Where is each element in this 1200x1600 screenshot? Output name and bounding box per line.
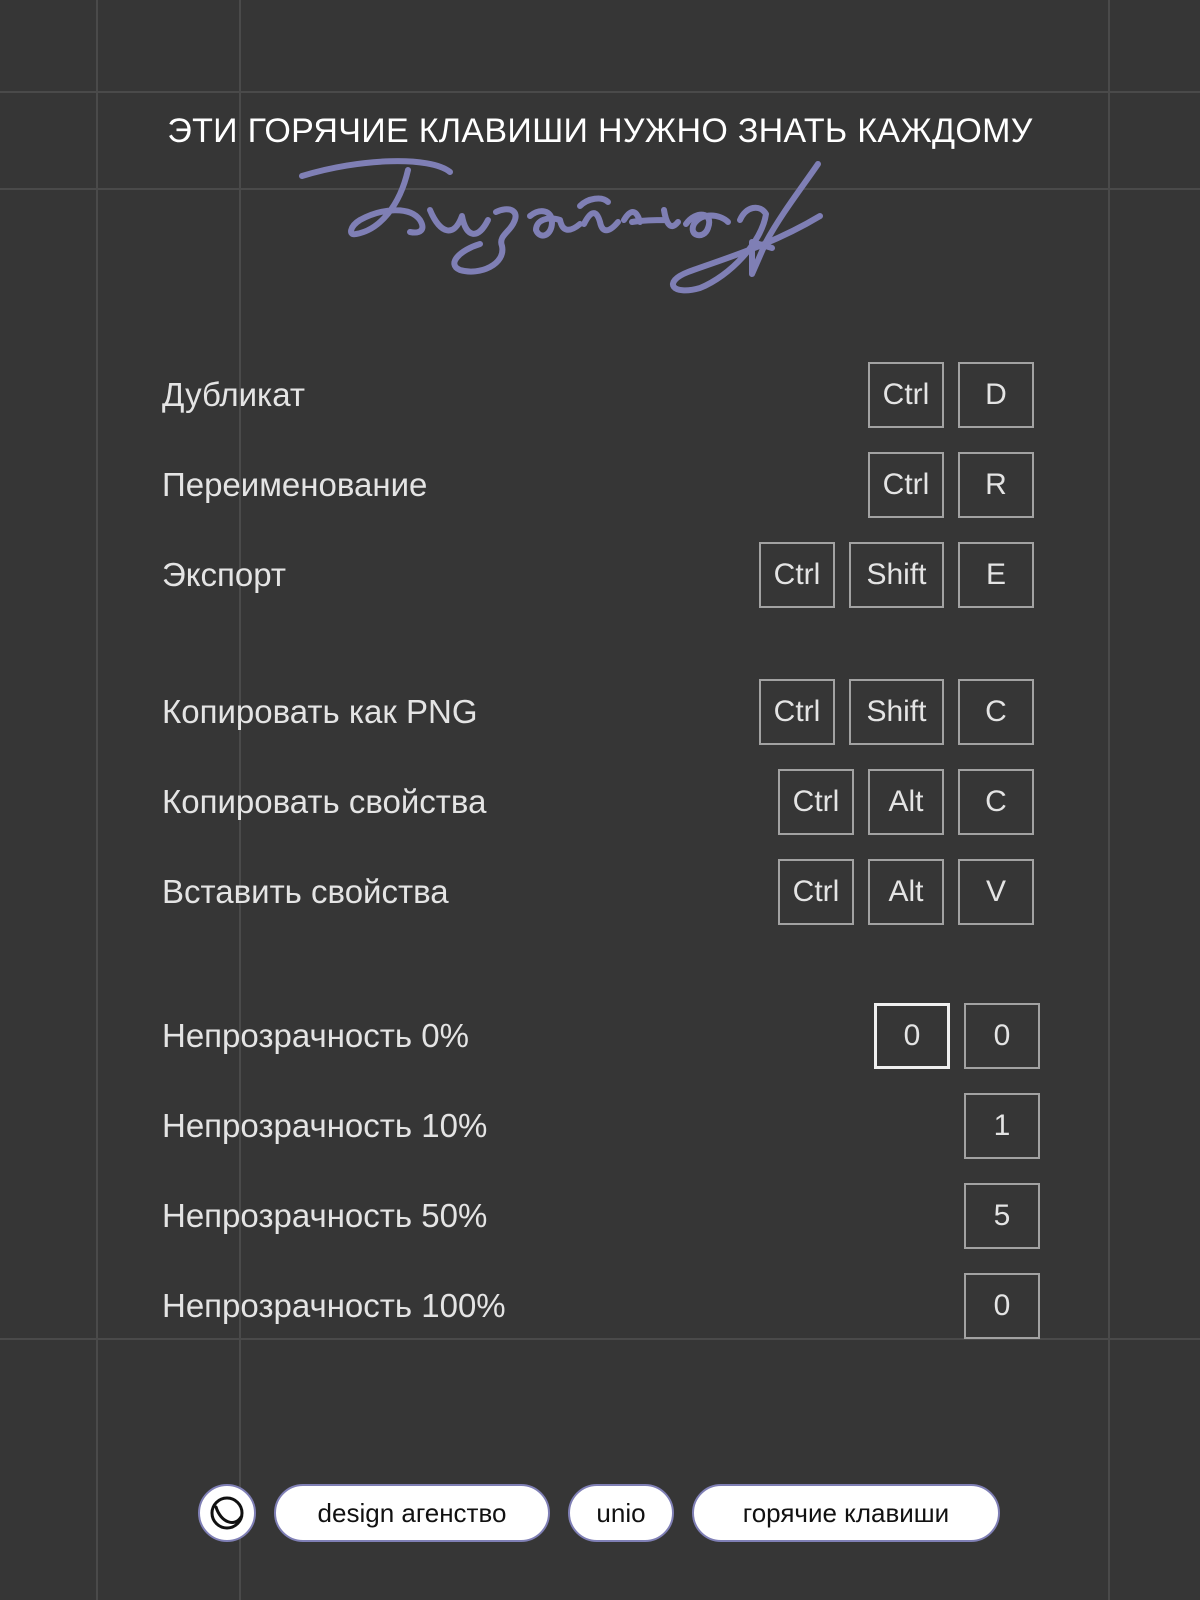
key-combo [874,1003,1040,1069]
key-combo [778,769,1034,835]
key-0: 0 [964,1273,1040,1339]
shortcut-label: Непрозрачность 10% [162,1107,488,1144]
shortcut-row-opacity-100 [162,1271,1040,1341]
shortcut-row-export [162,540,1034,610]
headline: ЭТИ ГОРЯЧИЕ КЛАВИШИ НУЖНО ЗНАТЬ КАЖДОМУ [167,112,1033,150]
tag-design-agency: design агенство [274,1484,550,1542]
key-e: E [958,542,1034,608]
key-ctrl: Ctrl [759,542,835,608]
key-combo [868,362,1034,428]
shortcut-row-opacity-10 [162,1091,1040,1161]
key-ctrl: Ctrl [759,679,835,745]
shortcut-row-copy-properties [162,767,1034,837]
shortcut-label: Непрозрачность 0% [162,1017,469,1054]
key-combo [759,542,1034,608]
key-c: C [958,679,1034,745]
key-combo [778,859,1034,925]
key-combo [964,1183,1040,1249]
key-shift: Shift [849,679,944,745]
key-d: D [958,362,1034,428]
shortcut-row-opacity-50 [162,1181,1040,1251]
key-ctrl: Ctrl [778,859,854,925]
shortcut-label: Копировать как PNG [162,693,478,730]
key-c: C [958,769,1034,835]
shortcut-label: Непрозрачность 50% [162,1197,488,1234]
key-shift: Shift [849,542,944,608]
shortcut-row-duplicate [162,360,1034,430]
key-ctrl: Ctrl [868,362,944,428]
key-0: 0 [964,1003,1040,1069]
guide-line [0,91,1200,93]
shortcut-row-paste-properties [162,857,1034,927]
shortcut-label: Непрозрачность 100% [162,1287,506,1324]
shortcut-label: Переименование [162,466,428,503]
key-0: 0 [874,1003,950,1069]
key-alt: Alt [868,769,944,835]
shortcut-label: Дубликат [162,376,305,413]
key-1: 1 [964,1093,1040,1159]
guide-line [96,0,98,1600]
shortcut-label: Вставить свойства [162,873,449,910]
tag-unio: unio [568,1484,674,1542]
tag-hotkeys: горячие клавиши [692,1484,1000,1542]
logo-badge [198,1484,256,1542]
shortcut-label: Копировать свойства [162,783,487,820]
key-ctrl: Ctrl [778,769,854,835]
key-v: V [958,859,1034,925]
shortcut-row-rename [162,450,1034,520]
key-combo [868,452,1034,518]
key-alt: Alt [868,859,944,925]
guide-line [1108,0,1110,1600]
shortcut-row-opacity-0 [162,1001,1040,1071]
key-combo [964,1093,1040,1159]
key-ctrl: Ctrl [868,452,944,518]
key-combo [964,1273,1040,1339]
key-r: R [958,452,1034,518]
script-word-designer [290,150,870,310]
key-combo [759,679,1034,745]
key-5: 5 [964,1183,1040,1249]
shortcut-label: Экспорт [162,556,286,593]
shortcut-row-copy-png [162,677,1034,747]
footer-tags [198,1484,1000,1542]
circle-logo-icon [209,1495,245,1531]
